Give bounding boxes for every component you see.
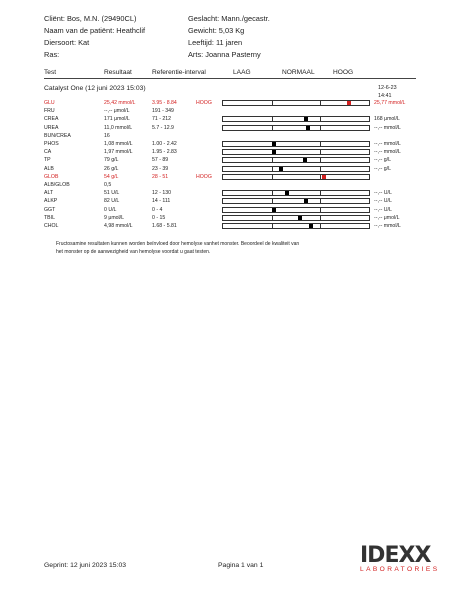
- result-value: 1,97 mmol/L: [104, 149, 133, 156]
- result-range-bar: [222, 157, 370, 163]
- result-value: 0,5: [104, 182, 112, 188]
- result-reference: 23 - 39: [152, 165, 169, 172]
- result-range-bar: [222, 100, 370, 106]
- vet: Arts: Joanna Pasterny: [188, 50, 261, 59]
- result-value: 82 U/L: [104, 198, 120, 205]
- age: Leeftijd: 11 jaren: [188, 38, 243, 47]
- result-value: 79 g/L: [104, 157, 119, 164]
- result-level-marker: [298, 216, 302, 220]
- result-previous: --,-- mmol/L: [374, 141, 401, 147]
- client-name: Cliënt: Bos, M.N. (29490CL): [44, 14, 137, 23]
- result-value: 54 g/L: [104, 173, 119, 180]
- result-test-name: ALB/GLOB: [44, 182, 70, 188]
- result-previous: --,-- mmol/L: [374, 149, 401, 156]
- weight: Gewicht: 5,03 Kg: [188, 26, 245, 35]
- patient-name: Naam van de patiënt: Heathclif: [44, 26, 146, 35]
- result-range-bar: [222, 198, 370, 204]
- idexx-logo: [360, 543, 440, 573]
- result-level-marker: [304, 199, 308, 203]
- hemolysis-note-line2: het monster op de aanwezigheid van hemolyse voordat u gaat testen.: [56, 249, 211, 255]
- result-level-marker: [272, 142, 276, 146]
- column-normal: NORMAAL: [282, 69, 315, 76]
- result-test-name: TBIL: [44, 214, 55, 221]
- result-previous: --,-- U/L: [374, 190, 392, 197]
- column-result: Resultaat: [104, 69, 132, 76]
- hemolysis-note-line1: Fructosamine resultaten kunnen worden beïnvloed door hemolyse vanhet monster. Beoordeel de kwaliteit van: [56, 241, 300, 247]
- sex: Geslacht: Mann./gecastr.: [188, 14, 270, 23]
- result-previous: --,-- mmol/L: [374, 124, 401, 131]
- result-value: 11,0 mmol/L: [104, 124, 133, 131]
- result-level-marker: [309, 224, 313, 228]
- previous-time: 14:41: [378, 93, 392, 99]
- result-reference: 0 - 4: [152, 206, 163, 213]
- result-reference: 1.68 - 5.81: [152, 223, 177, 229]
- result-level-marker: [306, 126, 310, 130]
- result-flag: HOOG: [196, 100, 212, 106]
- result-row: [0, 189, 464, 197]
- result-value: 9 μmol/L: [104, 214, 125, 221]
- result-row: [0, 140, 464, 148]
- result-level-marker: [347, 101, 351, 105]
- result-reference: 57 - 89: [152, 157, 169, 164]
- printed-date: Geprint: 12 juni 2023 15:03: [44, 562, 127, 569]
- result-range-bar: [222, 149, 370, 155]
- result-row: [0, 173, 464, 181]
- result-row: [0, 165, 464, 173]
- header-divider: [44, 78, 416, 79]
- result-level-marker: [304, 117, 308, 121]
- result-row: [0, 156, 464, 164]
- column-reference: Referentie-interval: [152, 69, 206, 76]
- section-title: Catalyst One (12 juni 2023 15:03): [44, 85, 146, 92]
- result-level-marker: [279, 167, 283, 171]
- result-range-bar: [222, 166, 370, 172]
- result-range-bar: [222, 223, 370, 229]
- result-range-bar: [222, 215, 370, 221]
- result-previous: 25,77 mmol/L: [374, 100, 406, 106]
- result-previous: --,-- U/L: [374, 198, 392, 205]
- breed: Ras:: [44, 50, 60, 59]
- result-row: [0, 206, 464, 214]
- result-level-marker: [322, 175, 326, 179]
- result-test-name: ALKP: [44, 198, 58, 205]
- result-row: [0, 214, 464, 222]
- result-range-bar: [222, 207, 370, 213]
- result-reference: 1.95 - 2.83: [152, 149, 177, 156]
- column-test: Test: [44, 69, 57, 76]
- result-reference: 28 - 51: [152, 173, 169, 180]
- logo-name: IDEXX: [360, 543, 431, 568]
- result-test-name: GLOB: [44, 173, 59, 180]
- result-range-bar: [222, 141, 370, 147]
- result-row: [0, 148, 464, 156]
- result-range-bar: [222, 125, 370, 131]
- result-flag: HOOG: [196, 173, 212, 180]
- result-reference: 12 - 130: [152, 190, 172, 197]
- result-value: 51 U/L: [104, 190, 120, 197]
- result-test-name: ALB: [44, 165, 54, 172]
- result-test-name: TP: [44, 157, 51, 164]
- result-row: [0, 107, 464, 115]
- result-row: [0, 181, 464, 189]
- result-row: [0, 132, 464, 140]
- result-range-bar: [222, 190, 370, 196]
- result-test-name: GGT: [44, 206, 56, 213]
- column-high: HOOG: [333, 69, 354, 76]
- result-reference: 0 - 15: [152, 214, 166, 221]
- logo-subtitle: LABORATORIES: [360, 566, 440, 573]
- result-level-marker: [272, 150, 276, 154]
- result-test-name: GLU: [44, 100, 55, 106]
- result-reference: 71 - 212: [152, 116, 172, 123]
- result-previous: 168 μmol/L: [374, 116, 400, 123]
- result-test-name: UREA: [44, 124, 59, 131]
- result-row: [0, 197, 464, 205]
- result-value: 4,98 mmol/L: [104, 223, 133, 229]
- result-reference: 1.00 - 2.42: [152, 141, 177, 147]
- result-level-marker: [303, 158, 307, 162]
- result-row: [0, 124, 464, 132]
- result-value: 0 U/L: [104, 206, 117, 213]
- result-previous: --,-- U/L: [374, 206, 392, 213]
- result-level-marker: [272, 208, 276, 212]
- result-value: 16: [104, 132, 110, 139]
- result-test-name: PHOS: [44, 141, 59, 147]
- result-value: --,-- μmol/L: [104, 108, 130, 115]
- result-reference: 191 - 349: [152, 108, 174, 115]
- result-row: [0, 115, 464, 123]
- result-range-bar: [222, 116, 370, 122]
- page-number: Pagina 1 van 1: [218, 562, 264, 569]
- result-previous: --,-- g/L: [374, 165, 392, 172]
- result-row: [0, 222, 464, 230]
- result-test-name: CREA: [44, 116, 59, 123]
- result-value: 25,42 mmol/L: [104, 100, 136, 106]
- column-low: LAAG: [233, 69, 251, 76]
- result-value: 171 μmol/L: [104, 116, 130, 123]
- result-test-name: ALT: [44, 190, 54, 197]
- result-test-name: CHOL: [44, 223, 59, 229]
- result-test-name: BUN/CREA: [44, 132, 71, 139]
- result-test-name: FRU: [44, 108, 55, 115]
- result-reference: 5.7 - 12.9: [152, 124, 174, 131]
- species: Diersoort: Kat: [44, 38, 90, 47]
- result-row: [0, 99, 464, 107]
- result-test-name: CA: [44, 149, 52, 156]
- result-value: 1,08 mmol/L: [104, 141, 133, 147]
- result-reference: 3.95 - 8.84: [152, 100, 177, 106]
- result-previous: --,-- mmol/L: [374, 223, 401, 229]
- previous-date: 12-6-23: [378, 85, 397, 91]
- result-previous: --,-- g/L: [374, 157, 392, 164]
- result-range-bar: [222, 174, 370, 180]
- result-previous: --,-- μmol/L: [374, 214, 400, 221]
- result-value: 26 g/L: [104, 165, 119, 172]
- result-level-marker: [285, 191, 289, 195]
- result-reference: 14 - 111: [152, 198, 171, 205]
